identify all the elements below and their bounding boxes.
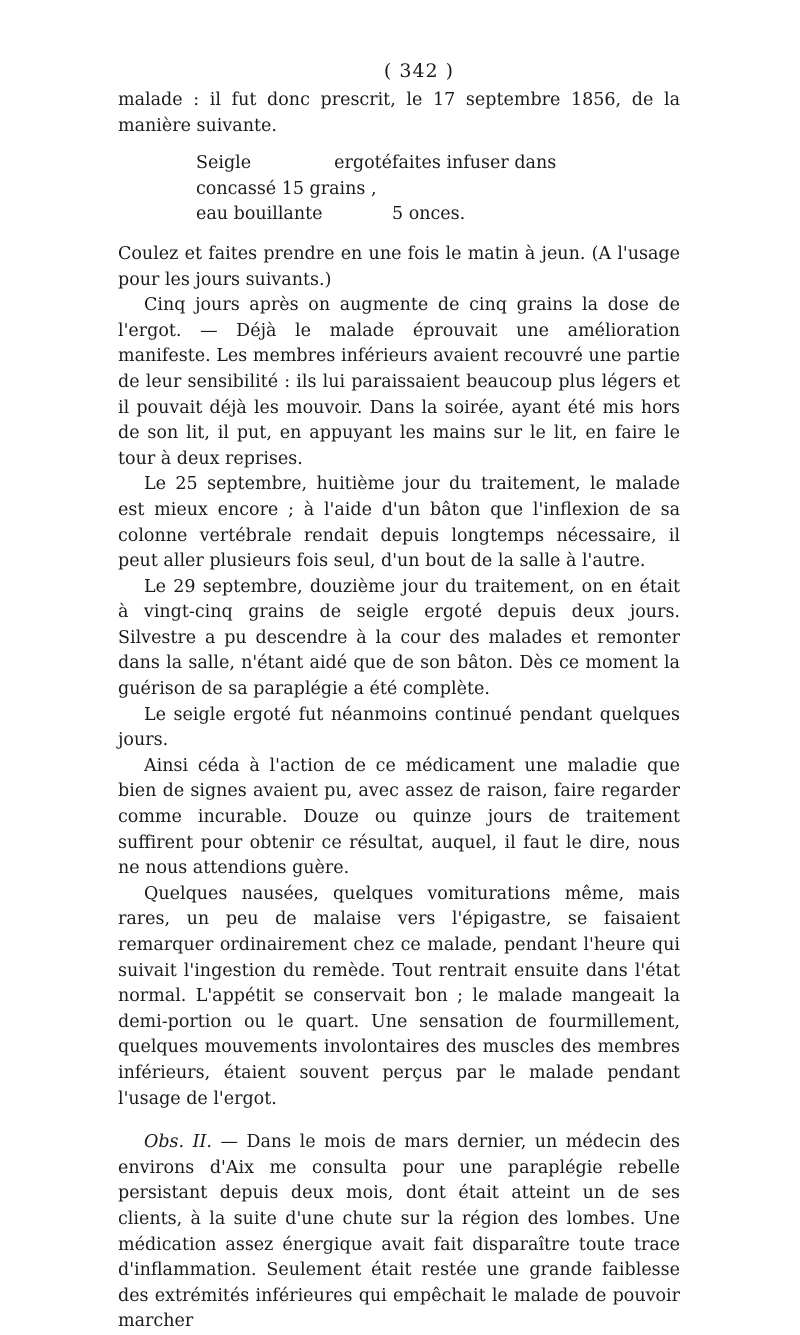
prescription-instruction: faites infuser dans: [392, 153, 557, 174]
paragraph: Le seigle ergoté fut néanmoins continué pendant quelques jours.: [118, 704, 680, 751]
observation-text: — Dans le mois de mars dernier, un médecin des environs d'Aix me consulta pour une paraplégie rebelle persistant depuis deux mois, dont était atteint un de ses clients, à la suite d'une chute sur la région des lombes. Une médication assez énergique avait fait disparaître toute trace d'inflammation. Seulement était restée une grande faiblesse des extrémités inférieures qui empêchait le malade de pouvoir marcher: [118, 1132, 680, 1332]
observation-section: [118, 1130, 680, 1335]
paragraph: Quelques nausées, quelques vomiturations même, mais rares, un peu de malaise vers l'épigastre, se faisaient remarquer ordinairement chez ce malade, pendant l'heure qui suivait l'ingestion du remède. Tout rentrait ensuite dans l'état normal. L'appétit se conservait bon ; le malade mangeait la demi-portion ou le quart. Une sensation de fourmillement, quelques mouvements involontaires des muscles des membres inférieurs, étaient souvent perçus par le malade pendant l'usage de l'ergot.: [118, 883, 680, 1109]
opening-paragraph: malade : il fut donc prescrit, le 17 septembre 1856, de la manière suivante.: [118, 90, 680, 136]
body-text: [118, 88, 680, 1335]
paragraph: Cinq jours après on augmente de cinq grains la dose de l'ergot. — Déjà le malade éprouvait une amélioration manifeste. Les membres inférieurs avaient recouvré une partie de leur sensibilité : ils lui paraissaient beaucoup plus légers et il pouvait déjà les mouvoir. Dans la soirée, ayant été mis hors de son lit, il put, en appuyant les mains sur le lit, en faire le tour à deux reprises.: [118, 295, 680, 469]
observation-paragraph: [118, 1130, 680, 1335]
prescription: [196, 151, 680, 228]
paragraph: Ainsi céda à l'action de ce médicament une maladie que bien de signes avaient pu, avec assez de raison, faire regarder comme incurable. Douze ou quinze jours de traitement suffirent pour obtenir ce résultat, auquel, il faut le dire, nous ne nous attendions guère.: [118, 755, 680, 879]
prescription-ingredient: eau bouillante: [196, 204, 323, 225]
book-page: [118, 60, 680, 1335]
prescription-line: [196, 202, 680, 228]
paragraph: Le 29 septembre, douzième jour du traitement, on en était à vingt-cinq grains de seigle ergoté depuis deux jours. Silvestre a pu descendre à la cour des malades et remonter dans la salle, n'étant aidé que de son bâton. Dès ce moment la guérison de sa paraplégie a été complète.: [118, 576, 680, 700]
paragraph: Coulez et faites prendre en une fois le matin à jeun. (A l'usage pour les jours suivants.): [118, 243, 680, 290]
prescription-instruction: 5 onces.: [392, 204, 466, 225]
page-number: ( 342 ): [383, 60, 455, 82]
prescription-ingredient: Seigle ergoté concassé 15 grains ,: [196, 153, 392, 199]
prescription-line: [196, 151, 680, 202]
observation-label: Obs. II.: [144, 1132, 212, 1153]
paragraph: Le 25 septembre, huitième jour du traitement, le malade est mieux encore ; à l'aide d'un bâton que l'inflexion de sa colonne vertébrale rendait depuis longtemps nécessaire, il peut aller plusieurs fois seul, d'un bout de la salle à l'autre.: [118, 474, 680, 572]
